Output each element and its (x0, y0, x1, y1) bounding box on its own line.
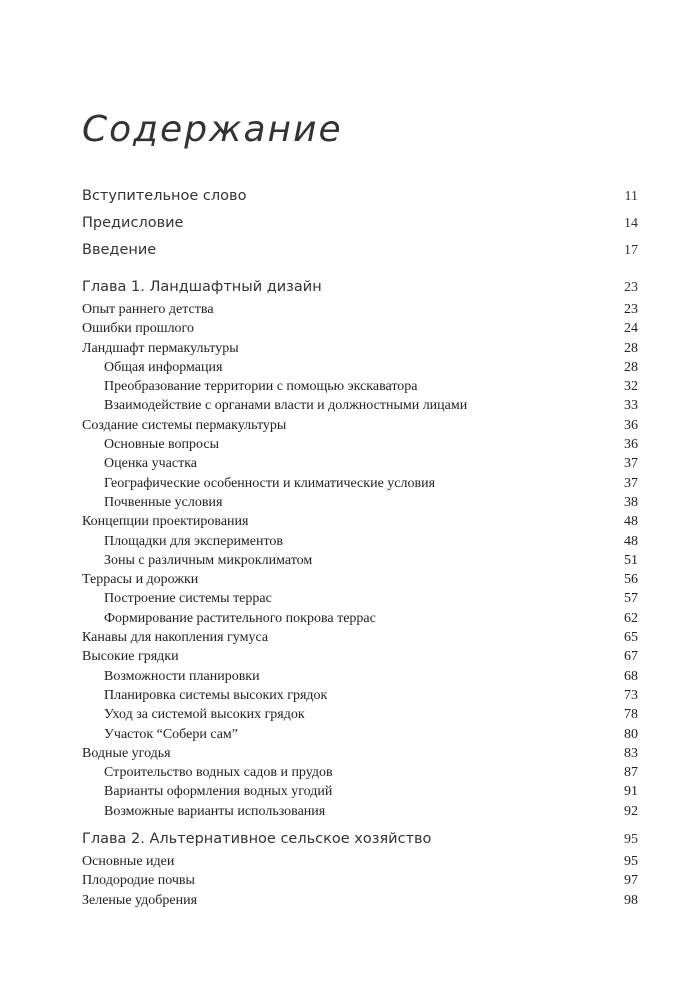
toc-page-number: 87 (624, 765, 638, 781)
toc-entry-title: Почвенные условия (104, 494, 223, 510)
toc-entry-title: Формирование растительного покрова террас (104, 610, 376, 626)
toc-subsection-entry[interactable] (82, 802, 638, 821)
toc-entry-title: Строительство водных садов и прудов (104, 765, 333, 781)
toc-entry-title: Высокие грядки (82, 649, 179, 665)
toc-page-number: 24 (624, 321, 638, 337)
toc-subsection-entry[interactable] (82, 705, 638, 724)
toc-subsection-entry[interactable] (82, 435, 638, 454)
toc-section-entry[interactable] (82, 570, 638, 589)
toc-subsection-entry[interactable] (82, 551, 638, 570)
toc-entry-title: Варианты оформления водных угодий (104, 784, 333, 800)
table-of-contents (82, 183, 638, 910)
toc-page-number: 68 (624, 668, 638, 684)
toc-section-entry[interactable] (82, 852, 638, 871)
toc-entry-title: Планировка системы высоких грядок (104, 687, 328, 703)
toc-subsection-entry[interactable] (82, 454, 638, 473)
toc-subsection-entry[interactable] (82, 763, 638, 782)
toc-page-number: 14 (624, 216, 638, 231)
toc-section-entry[interactable] (82, 319, 638, 338)
toc-entry-title: Создание системы пермакультуры (82, 417, 287, 433)
toc-page-number: 91 (624, 784, 638, 800)
toc-page-number: 98 (624, 892, 638, 908)
chapter-title: Глава 2. Альтернативное сельское хозяйство (82, 831, 432, 848)
toc-page-number: 48 (624, 533, 638, 549)
toc-subsection-entry[interactable] (82, 782, 638, 801)
toc-entry-title: Канавы для накопления гумуса (82, 630, 269, 646)
toc-subsection-entry[interactable] (82, 589, 638, 608)
toc-intro-entry[interactable] (82, 183, 638, 210)
toc-page-number: 38 (624, 494, 638, 510)
toc-section-entry[interactable] (82, 416, 638, 435)
toc-page-number: 33 (624, 398, 638, 414)
toc-entry-title: Географические особенности и климатические условия (104, 475, 436, 491)
toc-page-number: 92 (624, 803, 638, 819)
toc-page-number: 95 (624, 854, 638, 870)
toc-entry-title: Возможности планировки (104, 668, 260, 684)
toc-chapter-heading[interactable] (82, 826, 638, 852)
toc-entry-title: Предисловие (82, 215, 184, 231)
toc-entry-title: Опыт раннего детства (82, 302, 214, 317)
toc-section-entry[interactable] (82, 647, 638, 666)
toc-page-number: 37 (624, 475, 638, 491)
toc-page-number: 80 (624, 726, 638, 742)
toc-page-number: 73 (624, 687, 638, 703)
toc-page-number: 51 (624, 552, 638, 568)
toc-entry-title: Зоны с различным микроклиматом (104, 552, 313, 568)
toc-page-number: 48 (624, 514, 638, 530)
toc-entry-title: Уход за системой высоких грядок (104, 707, 305, 723)
toc-page-number: 56 (624, 572, 638, 588)
toc-entry-title: Преобразование территории с помощью экскаватора (104, 379, 418, 395)
toc-entry-title: Концепции проектирования (82, 514, 249, 530)
toc-section-entry[interactable] (82, 628, 638, 647)
toc-section-entry[interactable] (82, 339, 638, 358)
toc-intro-entry[interactable] (82, 210, 638, 237)
toc-entry-title: Ландшафт пермакультуры (82, 340, 239, 356)
toc-page-number: 97 (624, 873, 638, 889)
toc-page-number: 65 (624, 630, 638, 646)
toc-subsection-entry[interactable] (82, 686, 638, 705)
toc-subsection-entry[interactable] (82, 377, 638, 396)
toc-subsection-entry[interactable] (82, 609, 638, 628)
toc-page-number: 78 (624, 707, 638, 723)
toc-entry-title: Построение системы террас (104, 591, 272, 607)
toc-subsection-entry[interactable] (82, 667, 638, 686)
toc-subsection-entry[interactable] (82, 532, 638, 551)
toc-entry-title: Зеленые удобрения (82, 892, 198, 908)
toc-entry-title: Основные идеи (82, 854, 175, 870)
toc-page-number: 11 (624, 189, 638, 204)
toc-entry-title: Плодородие почвы (82, 873, 195, 889)
toc-subsection-entry[interactable] (82, 725, 638, 744)
toc-entry-title: Возможные варианты использования (104, 803, 326, 819)
toc-section-entry[interactable] (82, 300, 638, 319)
toc-section-entry[interactable] (82, 512, 638, 531)
toc-section-entry[interactable] (82, 744, 638, 763)
toc-page-number: 23 (624, 302, 638, 317)
toc-page-number: 57 (624, 591, 638, 607)
toc-entry-title: Ошибки прошлого (82, 321, 194, 337)
toc-entry-title: Введение (82, 242, 157, 258)
toc-page-number: 36 (624, 437, 638, 453)
toc-page-number: 32 (624, 379, 638, 395)
toc-intro-entry[interactable] (82, 237, 638, 264)
toc-page-number: 28 (624, 340, 638, 356)
chapter-title: Глава 1. Ландшафтный дизайн (82, 279, 322, 295)
toc-page-number: 23 (624, 280, 638, 295)
toc-page-number: 17 (624, 243, 638, 258)
toc-entry-title: Оценка участка (104, 456, 198, 472)
toc-page-number: 67 (624, 649, 638, 665)
toc-subsection-entry[interactable] (82, 474, 638, 493)
toc-entry-title: Водные угодья (82, 745, 171, 761)
toc-entry-title: Общая информация (104, 359, 223, 375)
toc-entry-title: Участок “Собери сам” (104, 726, 238, 742)
toc-entry-title: Вступительное слово (82, 188, 247, 204)
toc-page-number: 62 (624, 610, 638, 626)
toc-page-number: 36 (624, 417, 638, 433)
toc-subsection-entry[interactable] (82, 396, 638, 415)
toc-entry-title: Площадки для экспериментов (104, 533, 284, 549)
toc-page-number: 37 (624, 456, 638, 472)
page-title: Содержание (82, 109, 343, 150)
toc-subsection-entry[interactable] (82, 358, 638, 377)
toc-subsection-entry[interactable] (82, 493, 638, 512)
toc-section-entry[interactable] (82, 871, 638, 890)
toc-page-number: 28 (624, 359, 638, 375)
toc-page-number: 95 (624, 832, 638, 848)
toc-section-entry[interactable] (82, 891, 638, 910)
toc-entry-title: Взаимодействие с органами власти и должностными лицами (104, 398, 468, 414)
toc-page-number: 83 (624, 745, 638, 761)
toc-entry-title: Террасы и дорожки (82, 572, 199, 588)
toc-chapter-heading[interactable] (82, 274, 638, 300)
toc-entry-title: Основные вопросы (104, 437, 220, 453)
